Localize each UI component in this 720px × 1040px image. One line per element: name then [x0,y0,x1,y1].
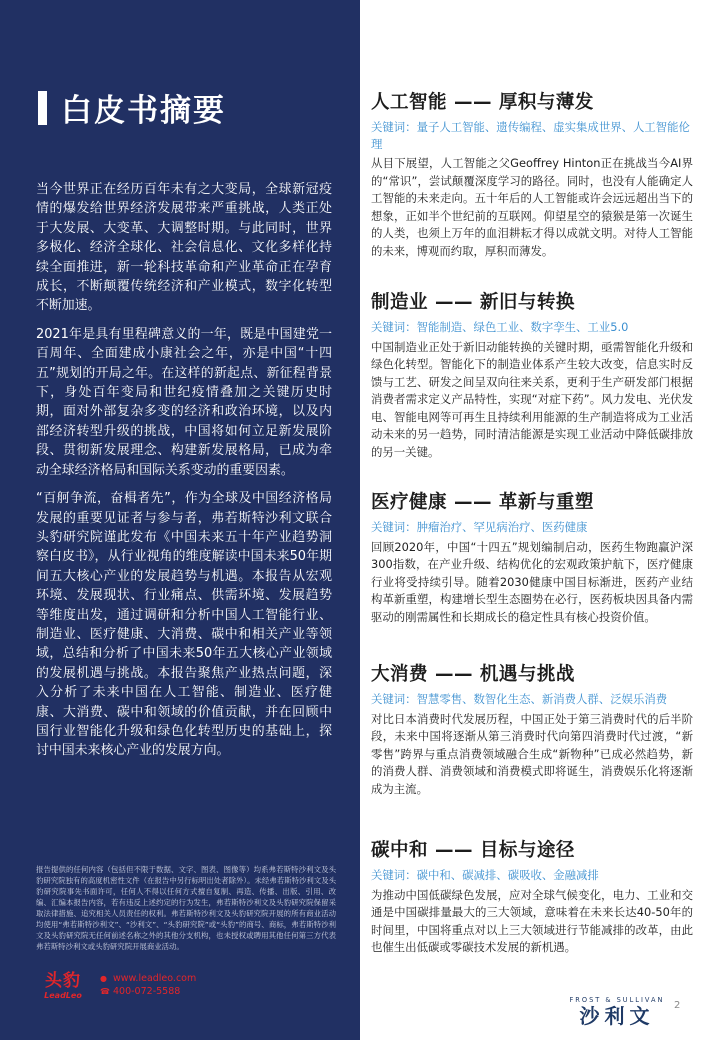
phone-row [100,985,196,998]
page-title: 白皮书摘要 [61,93,226,129]
section-title: 大消费 —— 机遇与挑战 [371,664,575,685]
section-manufacturing [371,288,693,462]
section-body: 为推动中国低碳绿色发展，应对全球气候变化，电力、工业和交通是中国碳排量最大的三大领域，意味着在未来长达40-50年的时间里，中国将重点对以上三大领域进行节能减排的改革，由此也催生出低碳或零碳技术发展的新机遇。 [371,887,693,955]
website-link[interactable]: www.leadleo.com [113,973,197,984]
section-body: 中国制造业正处于新旧动能转换的关键时期，亟需智能化升级和绿色化转型。智能化下的制造业体系产生较大改变，信息实时反馈与工艺、研发之间呈双向往来关系，更利于生产研发部门根据消费者需求定义产品特性，实现“对症下药”。风力发电、光伏发电、智能电网等可再生且持续利用能源的生产制造将成为工业活动未来的另一趋势，同时清洁能源是实现工业活动中降低碳排放的另一关键。 [371,339,693,460]
contact-info [100,972,196,998]
frost-sullivan-logo [548,996,686,1028]
intro-paragraph: “百舸争流，奋楫者先”，作为全球及中国经济格局发展的重要见证者与参与者，弗若斯特沙利文联合头豹研究院谨此发布《中国未来五十年产业趋势洞察白皮书》，从行业视角的维度解读中国未来50年期间五大核心产业的发展趋势与机遇。本报告从宏观环境、发展现状、行业痛点、供需环境、发展趋势等维度出发，通过调研和分析中国人工智能行业、制造业、医疗健康、大消费、碳中和相关产业等领域，总结和分析了中国未来50年五大核心产业领域的发展机遇与挑战。本报告聚焦产业热点问题，深入分析了未来中国在人工智能、制造业、医疗健康、大消费、碳中和领域的价值贡献，并在回顾中国行业智能化升级和绿色化转型历史的基础上，探讨中国未来核心产业的发展方向。 [36,491,332,759]
section-body: 回顾2020年，中国“十四五”规划编制启动，医药生物跑赢沪深300指数，在产业升级、结构优化的宏观政策护航下，医疗健康行业将受持续引导。随着2030健康中国目标渐进，医药产业结构革新重塑，构建增长型生态圈势在必行，医药板块因具备内需驱动的刚需属性和长期成长的稳定性具有核心投资价值。 [371,539,693,624]
intro-paragraph: 2021年是具有里程碑意义的一年，既是中国建党一百周年、全面建成小康社会之年，亦是中国“十四五”规划的开局之年。在这样的新起点、新征程背景下，身处百年变局和世纪疫情叠加之关键历史时期，面对外部复杂多变的经济和政治环境，以及内部经济转型升级的挑战，中国将如何立足新发展阶段、贯彻新发展理念、构建新发展格局，已成为牵动全球经济格局和国际关系变动的重要因素。 [36,326,332,478]
leadleo-logo [36,962,90,1008]
section-keywords: 关键词：碳中和、碳减排、碳吸收、金融减排 [371,868,599,882]
section-keywords: 关键词：肿瘤治疗、罕见病治疗、医药健康 [371,520,588,534]
section-carbon-neutral [371,836,693,957]
logo-en-text: LeadLeo [44,990,82,1000]
intro-paragraph: 当今世界正在经历百年未有之大变局，全球新冠疫情的爆发给世界经济发展带来严重挑战，人类正处于大发展、大变革、大调整时期。与此同时，世界多极化、经济全球化、社会信息化、文化多样化持续全面推进，新一轮科技革命和产业革命正在孕育成长，不断颠覆传统经济和产业模式，数字化转型不断加速。 [36,182,332,314]
leadleo-brand [36,962,196,1008]
right-column [371,0,693,1040]
summary-heading [38,85,226,130]
section-title: 人工智能 —— 厚积与薄发 [371,92,594,113]
section-body: 从目下展望，人工智能之父Geoffrey Hinton正在挑战当今AI界的“常识”，尝试颠覆深度学习的路径。同时，也没有人能确定人工智能的未来走向。五十年后的人工智能或许会远远超出当下的想象，正如半个世纪前的互联网。仰望星空的猿猴是第一次诞生的人类，也须上万年的血泪耕耘才得以成就文明。对待人工智能的未来，博观而约取，厚积而薄发。 [371,156,693,258]
phone-icon: ☎ [100,987,110,996]
intro-text [36,180,332,770]
frost-sullivan-en: FROST & SULLIVAN [569,996,665,1004]
section-keywords: 关键词：智能制造、绿色工业、数字孪生、工业5.0 [371,320,629,334]
section-title: 碳中和 —— 目标与途径 [371,840,575,861]
phone-number: 400-072-5588 [113,986,181,997]
page-number: 2 [674,1000,681,1011]
section-ai [371,88,693,261]
section-title: 医疗健康 —— 革新与重塑 [371,492,594,513]
globe-icon: ● [100,974,107,983]
website-row[interactable] [100,972,196,985]
section-consumption [371,660,693,798]
section-keywords: 关键词：量子人工智能、遗传编程、虚实集成世界、人工智能伦理 [371,120,690,151]
section-keywords: 关键词：智慧零售、数智化生态、新消费人群、泛娱乐消费 [371,692,668,706]
disclaimer: 报告提供的任何内容（包括但不限于数据、文字、图表、图像等）均系弗若斯特沙利文及头豹研究院独有的高度机密性文件（在报告中另行标明出处者除外）。未经弗若斯特沙利文及头豹研究院事先书面许可，任何人不得以任何方式擅自复制、再造、传播、出版、引用、改编、汇编本报告内容，若有违反上述约定的行为发生，弗若斯特沙利文及头豹研究院保留采取法律措施、追究相关人员责任的权利。弗若斯特沙利文及头豹研究院开展的所有商业活动均使用“弗若斯特沙利文”、“沙利文”、“头豹研究院”或“头豹”的商号、商标，弗若斯特沙利文及头豹研究院无任何前述名称之外的其他分支机构，也未授权或聘用其他任何第三方代表弗若斯特沙利文或头豹研究院开展商业活动。 [36,865,336,951]
section-title: 制造业 —— 新旧与转换 [371,292,575,313]
logo-cn-text: 头豹 [45,970,81,991]
frost-sullivan-cn: 沙利文 [579,1004,655,1028]
section-healthcare [371,488,693,626]
section-body: 对比日本消费时代发展历程，中国正处于第三消费时代的后半阶段，未来中国将逐渐从第三消费时代向第四消费时代过渡，“新零售”跨界与重点消费领域融合生成“新物种”已成必然趋势，新的消费人群、消费领域和消费模式即将诞生，消费娱乐化将逐渐成为主流。 [371,711,693,796]
title-accent-bar [38,91,47,125]
